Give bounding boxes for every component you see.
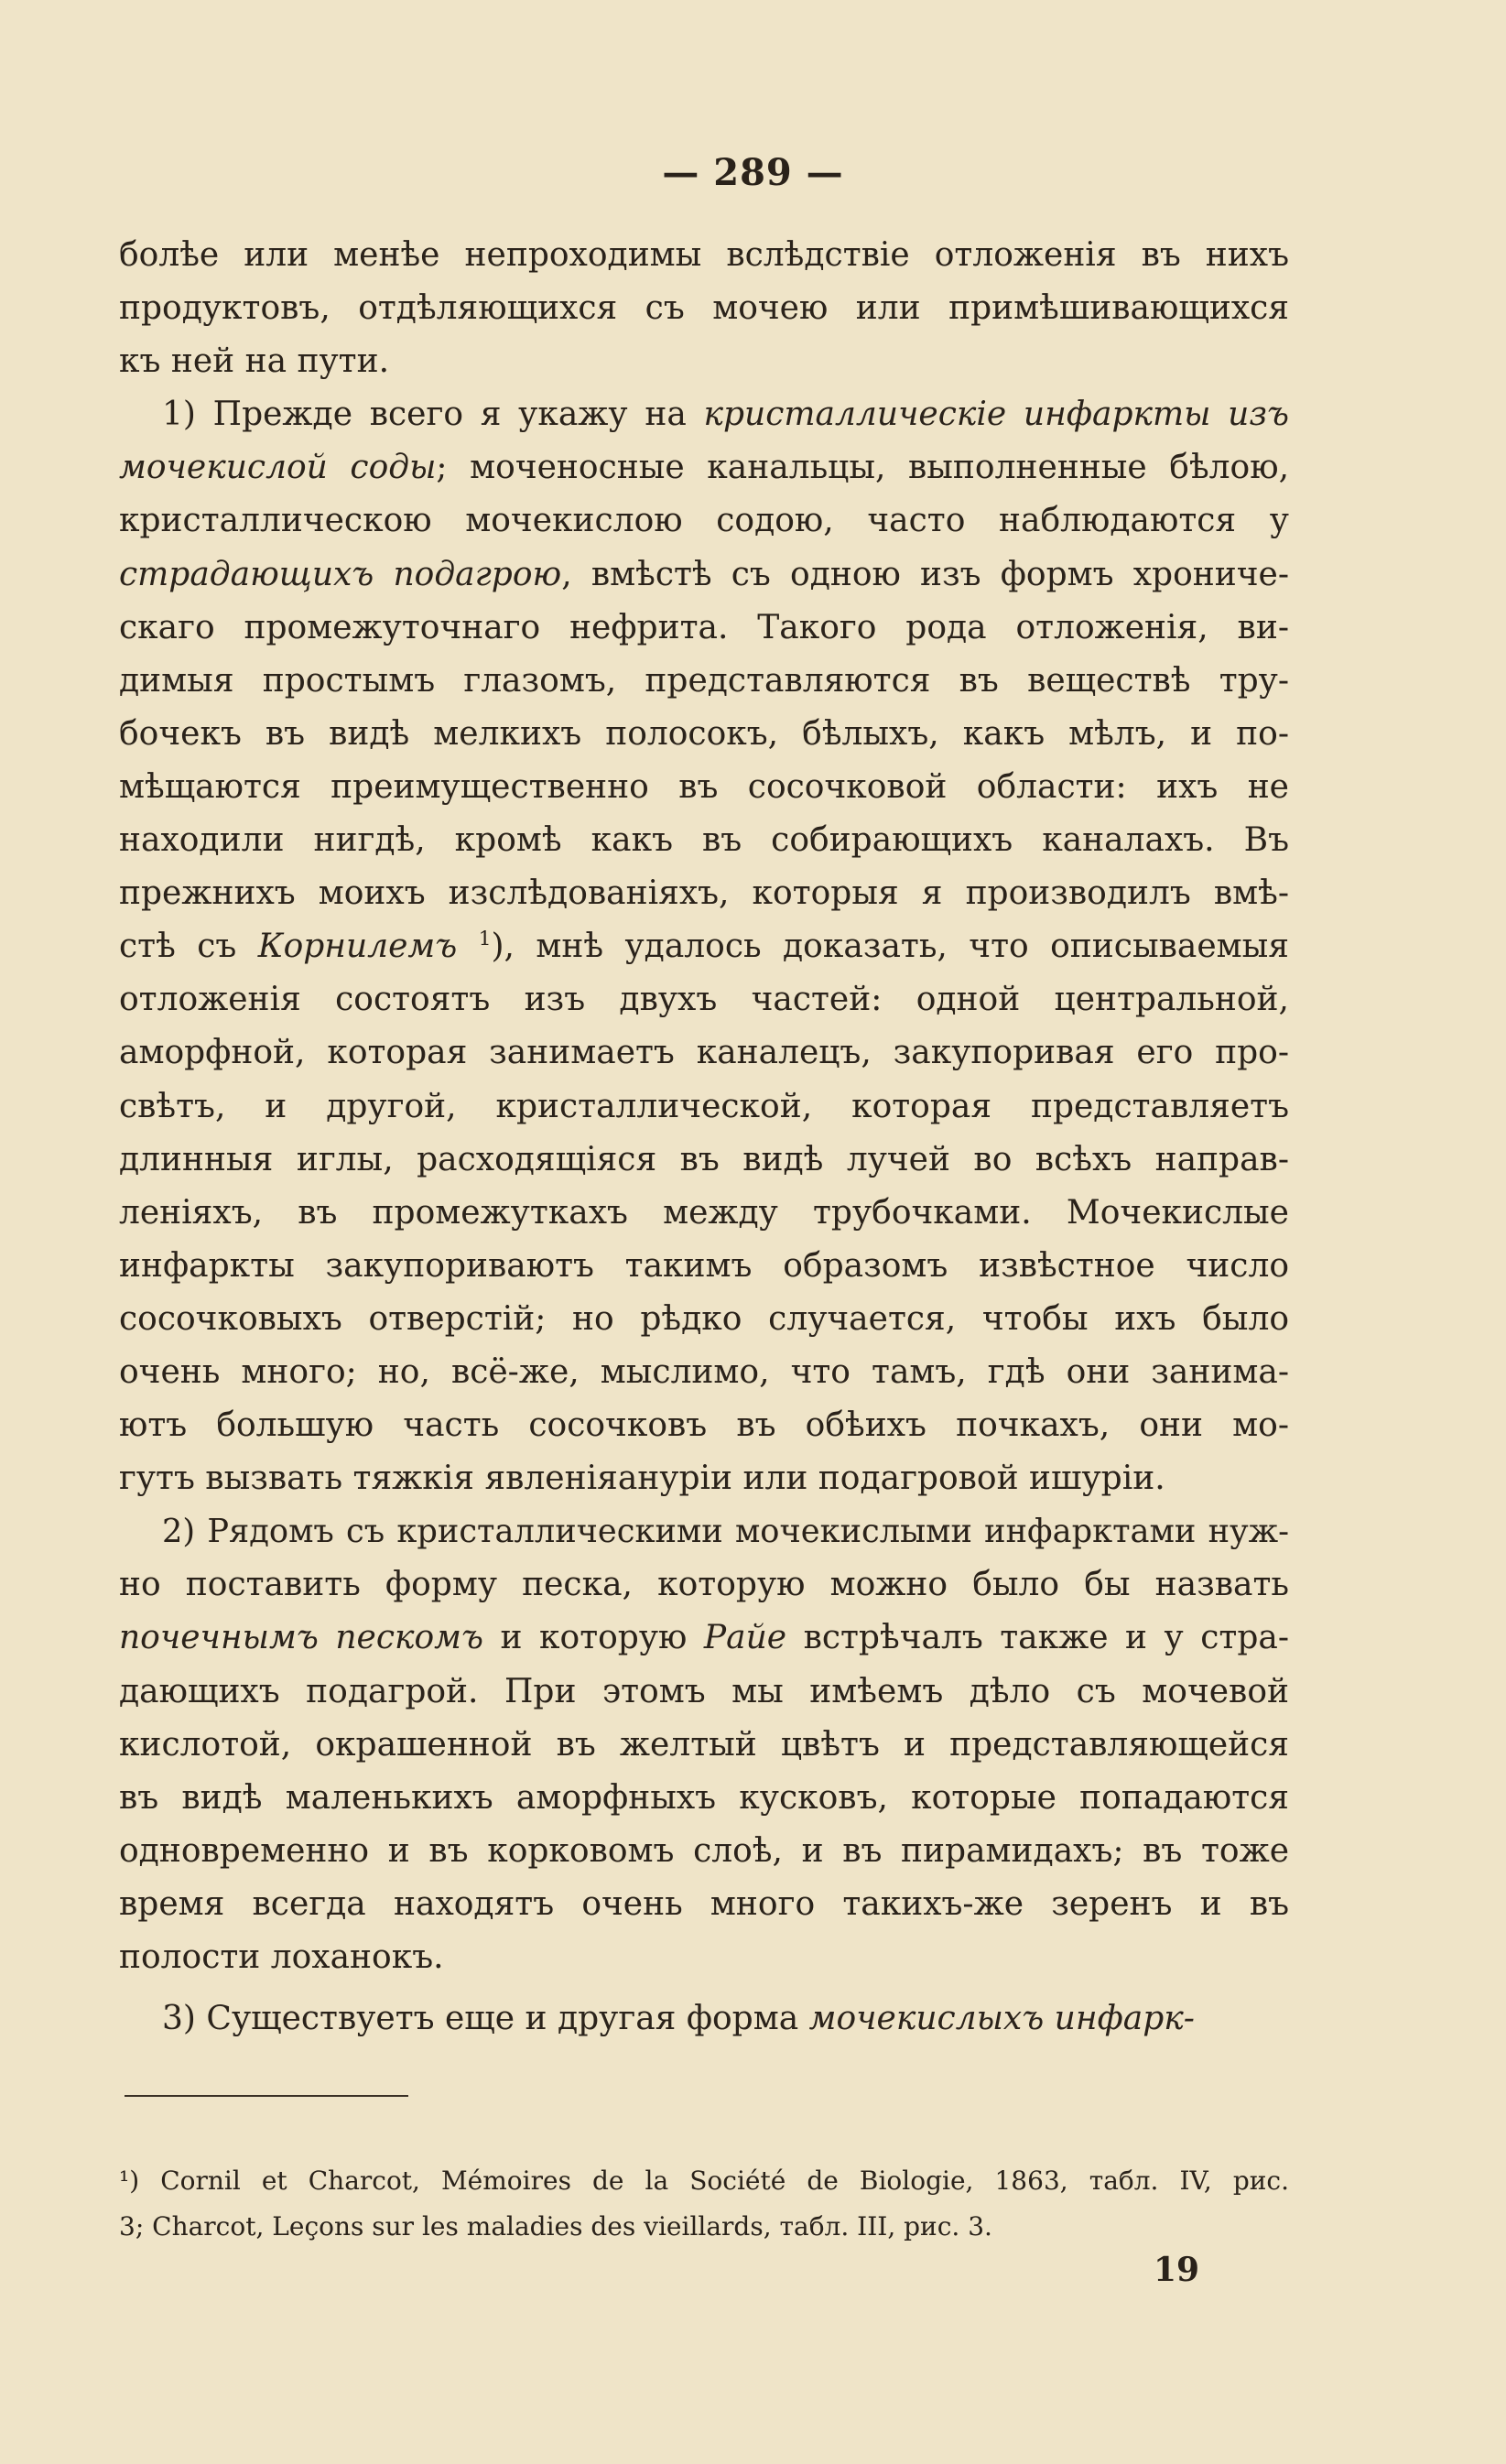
italic-name: Райе bbox=[703, 1619, 787, 1657]
text-line: инфаркты закупориваютъ такимъ образомъ извѣстное число bbox=[119, 1246, 1289, 1285]
text-line: 2) Рядомъ съ кристаллическими мочекислыми инфарктами нуж- bbox=[162, 1513, 1289, 1551]
text-span: , вмѣстѣ съ одною изъ формъ хрониче- bbox=[561, 555, 1289, 593]
text-line: продуктовъ, отдѣляющихся съ мочею или примѣшивающихся bbox=[119, 289, 1289, 328]
text-span: 1) Прежде всего я укажу на bbox=[162, 396, 704, 434]
text-line bbox=[119, 1612, 1289, 1665]
text-line bbox=[119, 441, 1289, 494]
text-line: длинныя иглы, расходящіяся въ видѣ лучей во всѣхъ направ- bbox=[119, 1140, 1289, 1178]
text-line: аморфной, которая занимаетъ каналецъ, закупоривая его про- bbox=[119, 1034, 1289, 1072]
text-line: находили нигдѣ, кромѣ какъ въ собирающихъ каналахъ. Въ bbox=[119, 821, 1289, 860]
text-line: отложенія состоятъ изъ двухъ частей: одной центральной, bbox=[119, 981, 1289, 1019]
text-line: время всегда находятъ очень много такихъ-же зеренъ и въ bbox=[119, 1884, 1289, 1923]
text-line bbox=[119, 920, 1289, 973]
text-line bbox=[119, 548, 1289, 602]
text-line: скаго промежуточнаго нефрита. Такого рода отложенія, ви- bbox=[119, 608, 1289, 646]
text-line: бочекъ въ видѣ мелкихъ полосокъ, бѣлыхъ, какъ мѣлъ, и по- bbox=[119, 714, 1289, 753]
footnote-line: 3; Charcot, Leçons sur les maladies des vieillards, табл. III, рис. 3. bbox=[119, 2211, 992, 2241]
text-span: ), мнѣ удалось доказать, что описываемыя bbox=[491, 928, 1289, 966]
footnotes bbox=[119, 2158, 1289, 2250]
text-line: къ ней на пути. bbox=[119, 342, 390, 381]
text-line bbox=[119, 1992, 1289, 2046]
footnote-line: ¹) Cornil et Charcot, Mémoires de la Société de Biologie, 1863, табл. IV, рис. bbox=[119, 2165, 1289, 2196]
text-span: встрѣчалъ также и у стра- bbox=[786, 1619, 1290, 1657]
text-line: кристаллическою мочекислою содою, часто наблюдаются у bbox=[119, 502, 1289, 540]
footnote-divider bbox=[125, 2095, 408, 2097]
text-span: и которую bbox=[483, 1619, 704, 1657]
text-line: мѣщаются преимущественно въ сосочковой области: ихъ не bbox=[119, 767, 1289, 806]
italic-term: мочекислыхъ инфарк- bbox=[808, 2000, 1195, 2038]
text-line: ютъ большую часть сосочковъ въ обѣихъ почкахъ, они мо- bbox=[119, 1406, 1289, 1445]
text-line: полости лоханокъ. bbox=[119, 1938, 444, 1976]
text-line: гутъ вызвать тяжкія явленіяануріи или подагровой ишуріи. bbox=[119, 1460, 1165, 1498]
text-line: болѣе или менѣе непроходимы вслѣдствіе отложенія въ нихъ bbox=[119, 236, 1289, 274]
text-line: прежнихъ моихъ изслѣдованіяхъ, которыя я производилъ вмѣ- bbox=[119, 874, 1289, 913]
text-span: стѣ съ bbox=[119, 928, 258, 966]
text-line: кислотой, окрашенной въ желтый цвѣтъ и представляющейся bbox=[119, 1725, 1289, 1764]
text-line: одновременно и въ корковомъ слоѣ, и въ пирамидахъ; въ тоже bbox=[119, 1831, 1289, 1870]
signature-mark: 19 bbox=[1154, 2251, 1200, 2289]
text-line: дающихъ подагрой. При этомъ мы имѣемъ дѣло съ мочевой bbox=[119, 1672, 1289, 1710]
text-line bbox=[119, 388, 1289, 441]
text-span: 3) Существуетъ еще и другая форма bbox=[162, 2000, 809, 2038]
text-line: но поставить форму песка, которую можно было бы назвать bbox=[119, 1566, 1289, 1604]
italic-name: Корнилемъ bbox=[257, 928, 458, 966]
text-line: леніяхъ, въ промежуткахъ между трубочками. Мочекислые bbox=[119, 1193, 1289, 1232]
italic-term: мочекислой соды bbox=[119, 449, 437, 487]
italic-term: страдающихъ подагрою bbox=[119, 555, 562, 593]
italic-term: кристаллическіе инфаркты изъ bbox=[703, 396, 1289, 434]
italic-term: почечнымъ пескомъ bbox=[119, 1619, 484, 1657]
text-span: ; моченосные канальцы, выполненные бѣлою, bbox=[436, 449, 1290, 487]
text-line: въ видѣ маленькихъ аморфныхъ кусковъ, которые попадаются bbox=[119, 1778, 1289, 1817]
footnote-marker: 1 bbox=[478, 928, 492, 951]
text-line: димыя простымъ глазомъ, представляются въ веществѣ тру- bbox=[119, 661, 1289, 700]
text-line: очень много; но, всё-же, мыслимо, что тамъ, гдѣ они занима- bbox=[119, 1352, 1289, 1391]
page-number: — 289 — bbox=[662, 151, 844, 194]
text-line: свѣтъ, и другой, кристаллической, которая представляетъ bbox=[119, 1087, 1289, 1125]
body-text bbox=[119, 229, 1289, 2046]
text-line: сосочковыхъ отверстій; но рѣдко случается, чтобы ихъ было bbox=[119, 1299, 1289, 1338]
